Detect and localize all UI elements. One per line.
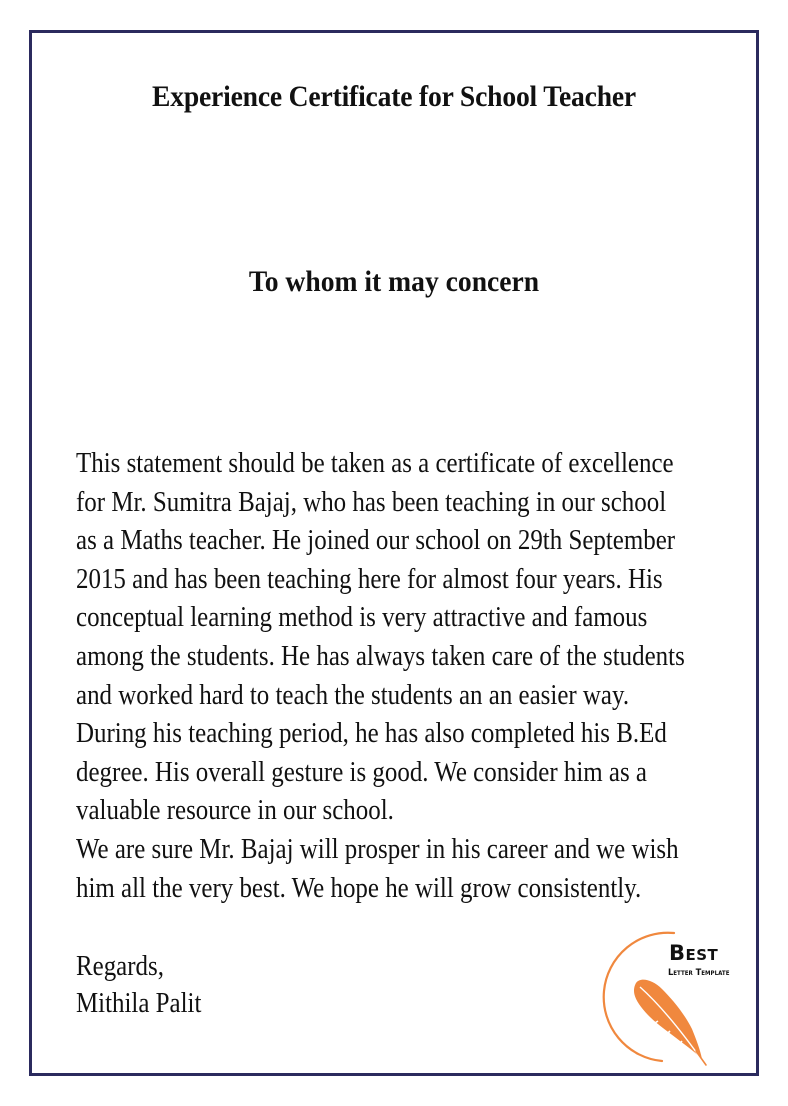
certificate-body — [76, 444, 685, 907]
logo-brand-primary: Best — [669, 941, 719, 965]
document-title: Experience Certificate for School Teacher — [151, 80, 637, 113]
body-line: We are sure Mr. Bajaj will prosper in his career and we wish — [76, 832, 679, 865]
signatory-name: Mithila Palit — [76, 987, 202, 1019]
brand-logo — [600, 925, 760, 1070]
logo-brand-secondary: Letter Template — [668, 968, 730, 978]
body-line: and worked hard to teach the students an an easier way. — [76, 678, 630, 711]
closing-regards: Regards, — [76, 950, 164, 982]
body-line: During his teaching period, he has also completed his B.Ed — [76, 717, 667, 750]
body-line: conceptual learning method is very attractive and famous — [76, 601, 648, 634]
body-line: 2015 and has been teaching here for almost four years. His — [76, 562, 663, 595]
body-line: as a Maths teacher. He joined our school on 29th September — [76, 524, 676, 557]
feather-icon — [634, 980, 706, 1065]
salutation: To whom it may concern — [248, 265, 540, 298]
body-line: for Mr. Sumitra Bajaj, who has been teaching in our school — [76, 485, 667, 518]
body-line: This statement should be taken as a certificate of excellence — [76, 447, 674, 479]
body-line: him all the very best. We hope he will grow consistently. — [76, 871, 642, 904]
closing-block — [76, 948, 201, 1022]
body-line: among the students. He has always taken care of the students — [76, 639, 685, 672]
body-line: degree. His overall gesture is good. We consider him as a — [76, 755, 647, 788]
body-line: valuable resource in our school. — [76, 794, 394, 827]
